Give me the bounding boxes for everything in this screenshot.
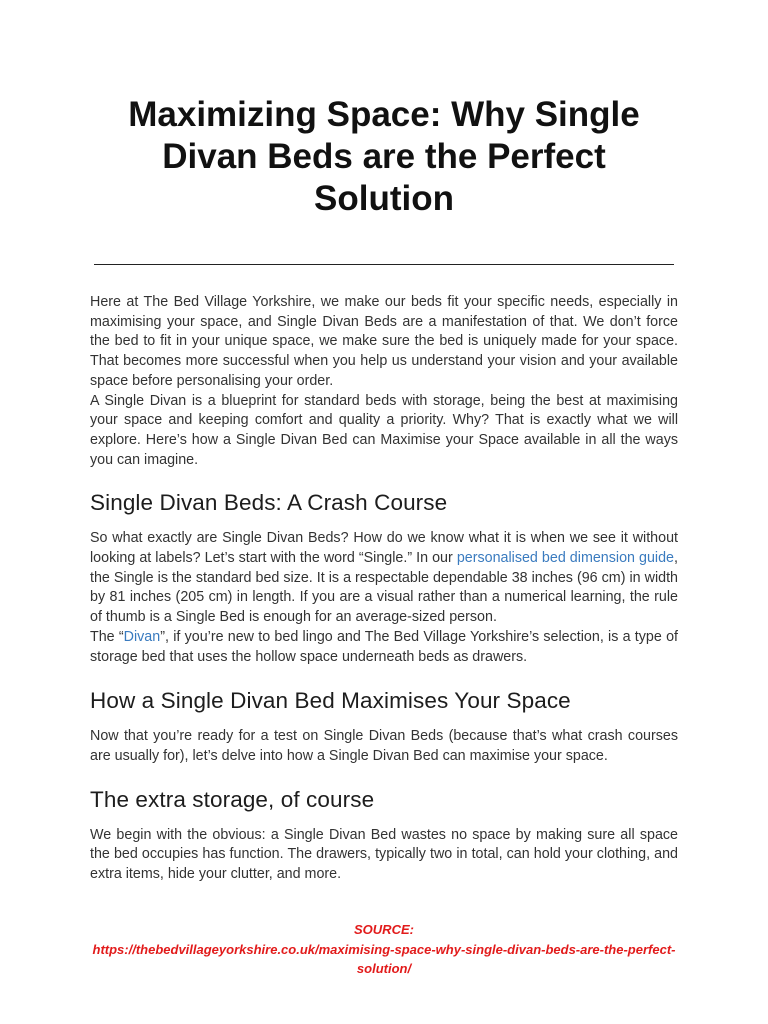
heading-extra-storage: The extra storage, of course <box>90 786 375 812</box>
text-segment: ”, if you’re new to bed lingo and The Bed Village Yorkshire’s selection, is a type of storage bed that uses the hollow space underneath beds as drawers. <box>90 628 679 665</box>
bed-dimension-guide-link[interactable]: personalised bed dimension guide <box>456 550 674 567</box>
text-segment: The “ <box>90 628 124 645</box>
source-block <box>88 920 680 979</box>
divan-link[interactable]: Divan <box>123 628 161 645</box>
how-maximises-paragraph: Now that you’re ready for a test on Single Divan Beds (because that’s what crash courses are usually for), let’s delve into how a Single Divan Bed can maximise your space. <box>90 728 678 764</box>
crash-course-paragraph-2 <box>90 628 678 667</box>
crash-course-paragraph-1 <box>90 529 678 628</box>
heading-crash-course: Single Divan Beds: A Crash Course <box>90 490 448 516</box>
source-url-link[interactable]: https://thebedvillageyorkshire.co.uk/maximising-space-why-single-divan-beds-are-the-perfect-solution/ <box>92 941 676 976</box>
text-segment: , the Single is the standard bed size. It is a respectable dependable 38 inches (96 cm) in width by 81 inches (205 cm) in length. If you are a visual rather than a numerical learning, the rule of thumb is a Single Bed is enough for an average-sized person. <box>90 550 678 626</box>
page-title: Maximizing Space: Why Single Divan Beds are the Perfect Solution <box>128 95 640 218</box>
text-segment: So what exactly are Single Divan Beds? How do we know what it is when we see it without looking at labels? Let’s start with the word “Single.” In our <box>90 530 678 567</box>
extra-storage-paragraph: We begin with the obvious: a Single Divan Bed wastes no space by making sure all space the bed occupies has function. The drawers, typically two in total, can hold your clothing, and extra items, hide your clutter, and more. <box>90 826 678 883</box>
source-label: SOURCE: <box>354 922 414 937</box>
heading-how-maximises: How a Single Divan Bed Maximises Your Space <box>90 688 571 714</box>
intro-paragraph-2: A Single Divan is a blueprint for standard beds with storage, being the best at maximising your space and keeping comfort and quality a priority. Why? That is exactly what we will explore. Here’s how a Single Divan Bed can Maximise your Space available in all the ways you can imagine. <box>90 392 678 468</box>
title-divider <box>94 264 674 265</box>
intro-paragraph-1: Here at The Bed Village Yorkshire, we make our beds fit your specific needs, especially in maximising your space, and Single Divan Beds are a manifestation of that. We don’t force the bed to fit in your unique space, we make sure the bed is uniquely made for your space. That becomes more successful when you help us understand your vision and your available space before personalising your order. <box>90 294 678 389</box>
